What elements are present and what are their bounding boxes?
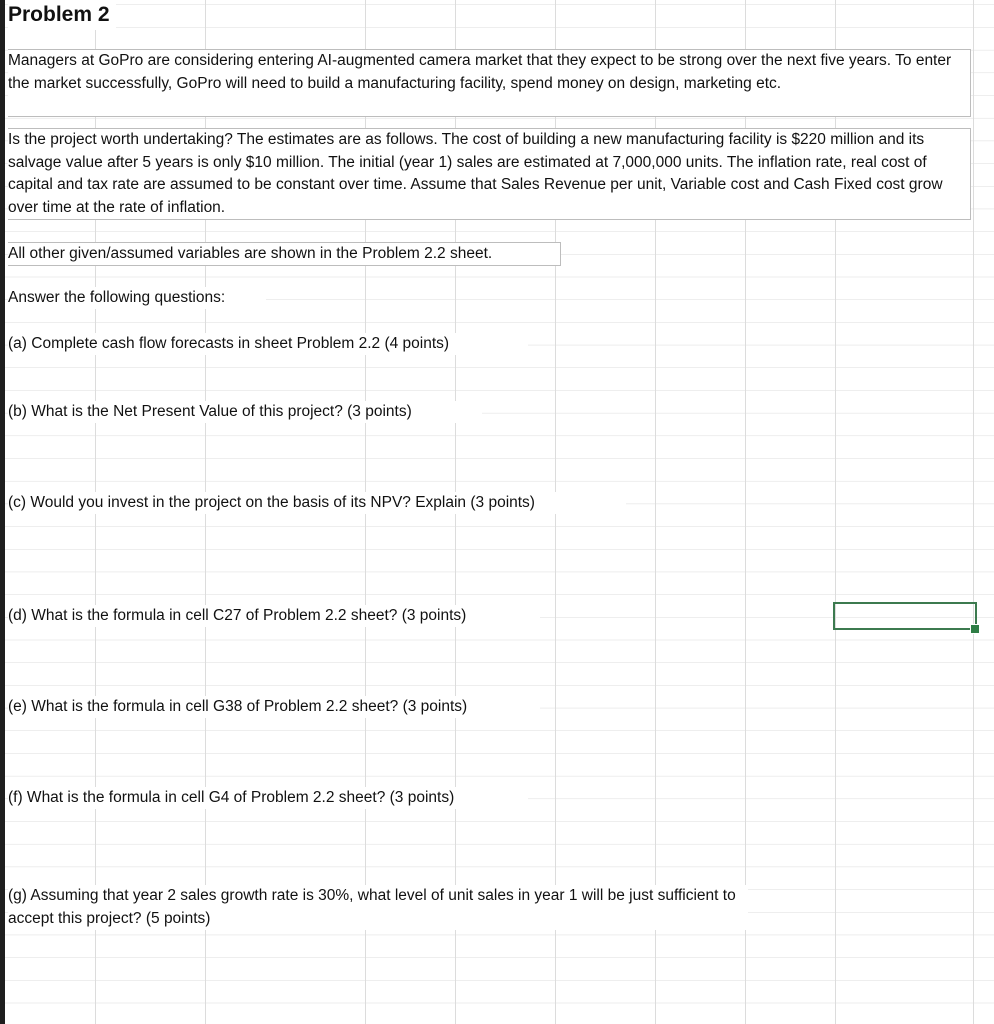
selected-cell[interactable]	[833, 602, 977, 630]
column-gridline	[973, 0, 974, 1024]
fill-handle[interactable]	[970, 624, 980, 634]
question-e-cell[interactable]: (e) What is the formula in cell G38 of Problem 2.2 sheet? (3 points)	[8, 696, 540, 718]
estimates-paragraph-cell[interactable]: Is the project worth undertaking? The estimates are as follows. The cost of building a new manufacturing facility is $220 million and its salvage value after 5 years is only $10 million. The initial (year 1) sales are estimated at 7,000,000 units. The inflation rate, real cost of capital and tax rate are assumed to be constant over time. Assume that Sales Revenue per unit, Variable cost and Cash Fixed cost grow over time at the rate of inflation.	[8, 128, 971, 220]
problem-title[interactable]: Problem 2	[8, 0, 116, 30]
variables-note-cell[interactable]: All other given/assumed variables are shown in the Problem 2.2 sheet.	[8, 242, 561, 266]
intro-paragraph-cell[interactable]: Managers at GoPro are considering entering AI-augmented camera market that they expect to be strong over the next five years. To enter the market successfully, GoPro will need to build a manufacturing facility, spend money on design, marketing etc.	[8, 49, 971, 117]
question-b-cell[interactable]: (b) What is the Net Present Value of this project? (3 points)	[8, 401, 482, 423]
sheet-left-border	[0, 0, 5, 1024]
question-c-cell[interactable]: (c) Would you invest in the project on the basis of its NPV? Explain (3 points)	[8, 492, 626, 514]
question-f-cell[interactable]: (f) What is the formula in cell G4 of Problem 2.2 sheet? (3 points)	[8, 787, 528, 809]
question-d-cell[interactable]: (d) What is the formula in cell C27 of Problem 2.2 sheet? (3 points)	[8, 605, 540, 627]
question-g-cell[interactable]: (g) Assuming that year 2 sales growth rate is 30%, what level of unit sales in year 1 will be just sufficient to accept this project? (5 points)	[8, 885, 748, 930]
instructions-cell[interactable]: Answer the following questions:	[8, 287, 266, 309]
question-a-cell[interactable]: (a) Complete cash flow forecasts in sheet Problem 2.2 (4 points)	[8, 333, 528, 355]
